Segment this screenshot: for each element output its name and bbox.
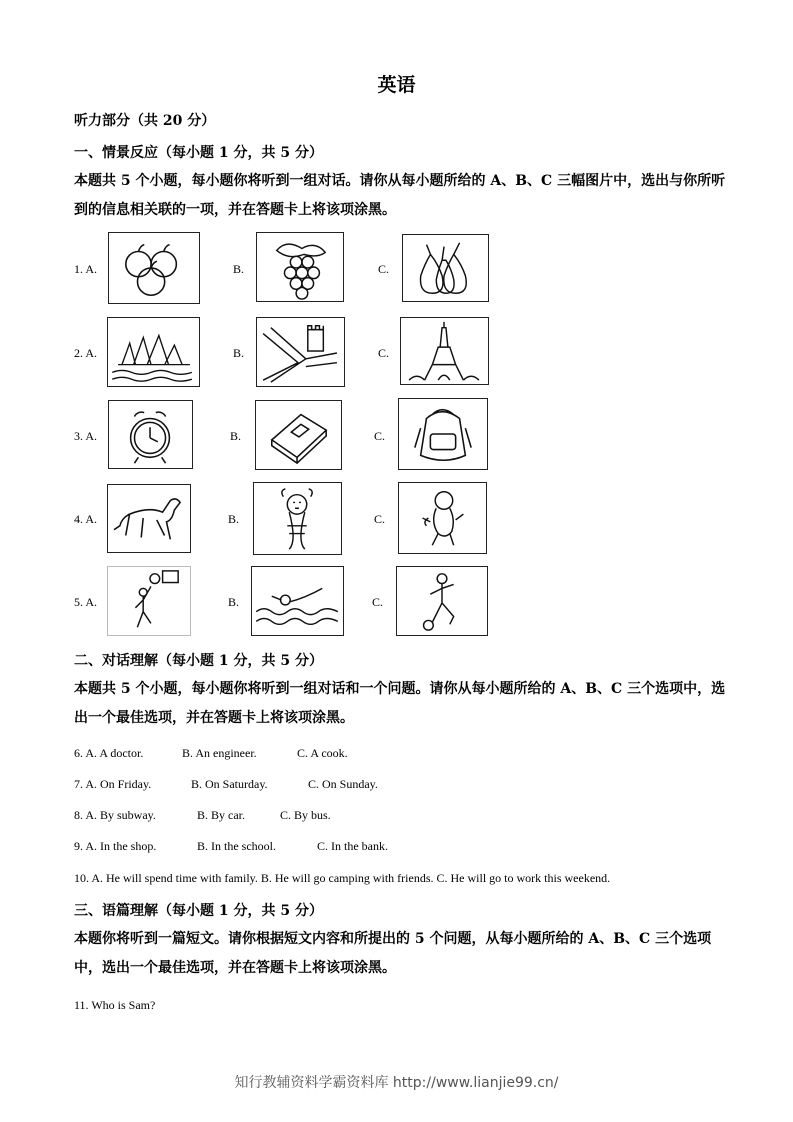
monkey-icon — [399, 483, 486, 553]
q1-label-c: C. — [378, 262, 390, 276]
q1-label-a: 1. A. — [74, 262, 98, 276]
eiffel-tower-picture[interactable] — [400, 317, 489, 385]
listening-header: 听力部分（共 20 分） — [74, 113, 216, 129]
q1-label-b: B. — [233, 262, 245, 276]
pears-picture[interactable] — [402, 234, 489, 302]
q2-label-c: C. — [378, 346, 390, 360]
q4-label-b: B. — [228, 512, 240, 526]
backpack-picture[interactable] — [398, 398, 488, 470]
basketball-icon — [108, 567, 190, 635]
q6-option-c[interactable]: C. A cook. — [297, 746, 348, 760]
apples-picture[interactable] — [108, 232, 200, 304]
book-picture[interactable] — [255, 400, 342, 470]
football-icon — [397, 567, 487, 635]
q8-option-c[interactable]: C. By bus. — [280, 808, 331, 822]
great-wall-icon — [257, 318, 344, 386]
apples-icon — [109, 233, 199, 303]
q7-option-c[interactable]: C. On Sunday. — [308, 777, 378, 791]
q5-label-a: 5. A. — [74, 595, 98, 609]
football-player-picture[interactable] — [396, 566, 488, 636]
q7-option-b[interactable]: B. On Saturday. — [191, 777, 268, 791]
q9-option-a[interactable]: 9. A. In the shop. — [74, 839, 157, 853]
q5-label-c: C. — [372, 595, 384, 609]
part2-instruction: 本题共 5 个小题，每小题你将听到一组对话和一个问题。请你从每小题所给的 A、B、C 三个选项中，选出一个最佳选项，并在答题卡上将该项涂黑。 — [74, 681, 726, 726]
part1-heading: 一、情景反应（每小题 1 分，共 5 分） — [74, 145, 323, 161]
monkey-picture[interactable] — [398, 482, 487, 554]
part3-instruction: 本题你将听到一篇短文。请你根据短文内容和所提出的 5 个问题，从每小题所给的 A、B、C 三个选项中，选出一个最佳选项，并在答题卡上将该项涂黑。 — [74, 931, 712, 976]
q4-label-c: C. — [374, 512, 386, 526]
footer-watermark: 知行教辅资料学霸资料库 http://www.lianjie99.cn/ — [234, 1075, 559, 1091]
q6-option-a[interactable]: 6. A. A doctor. — [74, 746, 144, 760]
book-icon — [256, 401, 341, 469]
part2-heading: 二、对话理解（每小题 1 分，共 5 分） — [74, 653, 323, 669]
swimmer-icon — [252, 567, 343, 635]
q8-option-b[interactable]: B. By car. — [197, 808, 245, 822]
part3-heading: 三、语篇理解（每小题 1 分，共 5 分） — [74, 903, 323, 919]
q2-label-b: B. — [233, 346, 245, 360]
q6-option-b[interactable]: B. An engineer. — [182, 746, 257, 760]
grapes-icon — [257, 233, 343, 301]
eiffel-tower-icon — [401, 318, 488, 384]
tiger-picture[interactable] — [253, 482, 342, 555]
backpack-icon — [399, 399, 487, 469]
q5-label-b: B. — [228, 595, 240, 609]
q3-label-b: B. — [230, 429, 242, 443]
q10-options[interactable]: 10. A. He will spend time with family. B. He will go camping with friends. C. He will go to work this weekend. — [74, 871, 611, 885]
horse-picture[interactable] — [107, 484, 191, 553]
q9-option-c[interactable]: C. In the bank. — [317, 839, 388, 853]
opera-house-icon — [108, 318, 199, 386]
pears-icon — [403, 235, 488, 301]
grapes-picture[interactable] — [256, 232, 344, 302]
q8-option-a[interactable]: 8. A. By subway. — [74, 808, 156, 822]
q4-label-a: 4. A. — [74, 512, 98, 526]
sydney-opera-house-picture[interactable] — [107, 317, 200, 387]
horse-icon — [108, 485, 190, 552]
q11-question: 11. Who is Sam? — [74, 998, 156, 1012]
part1-instruction: 本题共 5 个小题，每小题你将听到一组对话。请你从每小题所给的 A、B、C 三幅图片中，选出与你所听到的信息相关联的一项，并在答题卡上将该项涂黑。 — [74, 173, 726, 218]
alarm-clock-picture[interactable] — [108, 400, 193, 469]
great-wall-picture[interactable] — [256, 317, 345, 387]
tiger-icon — [254, 483, 341, 554]
page-title: 英语 — [377, 74, 416, 96]
q7-option-a[interactable]: 7. A. On Friday. — [74, 777, 152, 791]
alarm-clock-icon — [109, 401, 192, 468]
q2-label-a: 2. A. — [74, 346, 98, 360]
swimmer-picture[interactable] — [251, 566, 344, 636]
q3-label-c: C. — [374, 429, 386, 443]
q9-option-b[interactable]: B. In the school. — [197, 839, 276, 853]
basketball-player-picture[interactable] — [107, 566, 191, 636]
q3-label-a: 3. A. — [74, 429, 98, 443]
